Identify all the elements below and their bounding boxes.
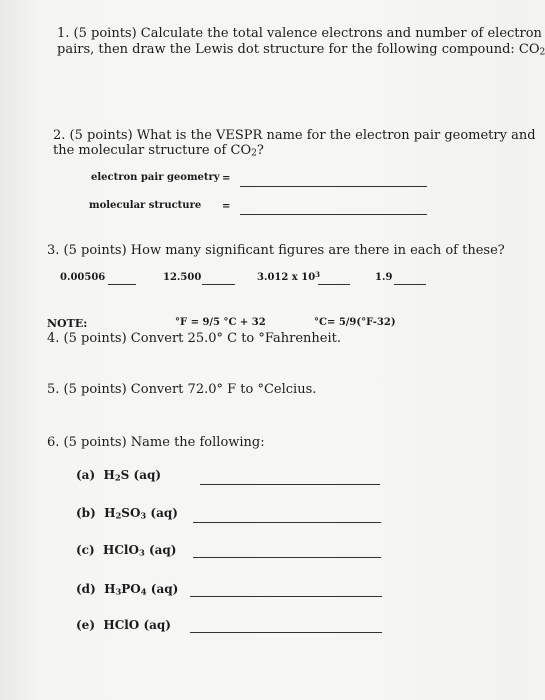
q6-b-answer-line[interactable] xyxy=(193,522,381,523)
q6-d-label: (d) xyxy=(76,582,96,596)
q6-a-formula-2: S (aq) xyxy=(120,468,162,482)
q6-e-label: (e) xyxy=(76,618,95,632)
sigfig-value-2 xyxy=(163,272,201,283)
sigfig-value-2-text: 12.500 xyxy=(163,272,202,283)
sigfig-value-3-exponent: 3 xyxy=(315,270,321,279)
q6-a-sub-1: 2 xyxy=(114,472,121,483)
molecular-structure-text: molecular structure xyxy=(89,200,202,211)
q2-line1 xyxy=(53,128,536,143)
q6-a-formula-1: H xyxy=(103,468,115,482)
q2-line1-text: 2. (5 points) What is the VESPR name for the electron pair geometry and xyxy=(53,128,536,143)
q1-line1 xyxy=(57,26,542,41)
sigfig-value-1 xyxy=(60,272,105,283)
q6-prompt xyxy=(47,435,265,450)
q6-item-b xyxy=(76,506,178,520)
formula-celsius xyxy=(314,317,396,328)
q6-c-formula-1: HClO xyxy=(103,543,139,557)
q6-e-formula-1: HClO (aq) xyxy=(103,618,171,632)
molecular-structure-label xyxy=(89,200,201,211)
sigfig-answer-line-4[interactable] xyxy=(394,284,426,285)
equals-sign-2-text: = xyxy=(222,201,231,212)
q1-line1-text: 1. (5 points) Calculate the total valence electrons and number of electron xyxy=(57,26,542,41)
q6-item-a xyxy=(76,468,161,482)
q4-prompt xyxy=(47,331,341,346)
q6-c-label: (c) xyxy=(76,543,95,557)
q1-line2-text: pairs, then draw the Lewis dot structure for the following compound: CO xyxy=(57,42,540,57)
note-label-text: NOTE: xyxy=(47,317,88,330)
note-label xyxy=(47,317,87,330)
q6-d-sub-2: 4 xyxy=(140,586,147,597)
electron-pair-geometry-text: electron pair geometry xyxy=(91,172,220,183)
q6-b-sub-1: 2 xyxy=(115,510,122,521)
formula-fahrenheit xyxy=(175,317,266,328)
q6-d-formula-3: (aq) xyxy=(146,582,179,596)
q6-c-sub-1: 3 xyxy=(138,547,145,558)
q6-b-label: (b) xyxy=(76,506,96,520)
q5-prompt xyxy=(47,382,316,397)
q1-line2 xyxy=(57,42,545,57)
q6-e-answer-line[interactable] xyxy=(190,632,382,633)
q6-d-formula-2: PO xyxy=(121,582,141,596)
sigfig-answer-line-1[interactable] xyxy=(108,284,136,285)
q1-subscript: 2 xyxy=(539,47,545,58)
formula-fahrenheit-text: °F = 9/5 °C + 32 xyxy=(175,317,266,328)
q6-item-c xyxy=(76,543,176,557)
q2-line2-text: the molecular structure of CO xyxy=(53,143,252,158)
sigfig-value-3 xyxy=(257,270,320,283)
q6-d-formula-1: H xyxy=(104,582,116,596)
sigfig-value-3-text: 3.012 x 10 xyxy=(257,271,316,283)
q6-c-answer-line[interactable] xyxy=(193,557,381,558)
q3-prompt xyxy=(47,243,505,258)
electron-pair-geometry-answer-line[interactable] xyxy=(240,186,427,187)
sigfig-value-4-text: 1.9 xyxy=(375,272,393,283)
q6-item-e xyxy=(76,618,171,632)
q6-b-sub-2: 3 xyxy=(140,510,147,521)
equals-sign-2 xyxy=(222,201,230,212)
equals-sign-1-text: = xyxy=(222,173,231,184)
q6-b-formula-1: H xyxy=(104,506,116,520)
q3-prompt-text: 3. (5 points) How many significant figures are there in each of these? xyxy=(47,243,505,258)
q2-subscript: 2 xyxy=(251,148,257,159)
q6-c-formula-2: (aq) xyxy=(144,543,177,557)
q4-prompt-text: 4. (5 points) Convert 25.0° C to °Fahrenheit. xyxy=(47,331,342,346)
q6-d-sub-1: 3 xyxy=(115,586,122,597)
sigfig-value-1-text: 0.00506 xyxy=(60,272,106,283)
q6-b-formula-3: (aq) xyxy=(146,506,178,520)
q6-a-label: (a) xyxy=(76,468,96,482)
q2-line2 xyxy=(53,143,264,158)
formula-celsius-text: °C= 5/9(°F-32) xyxy=(314,317,396,328)
q6-prompt-text: 6. (5 points) Name the following: xyxy=(47,435,265,450)
equals-sign-1 xyxy=(222,173,230,184)
q6-b-formula-2: SO xyxy=(121,506,141,520)
q5-prompt-text: 5. (5 points) Convert 72.0° F to °Celcius. xyxy=(47,382,317,397)
q6-item-d xyxy=(76,582,178,596)
electron-pair-geometry-label xyxy=(91,172,220,183)
molecular-structure-answer-line[interactable] xyxy=(240,214,427,215)
sigfig-answer-line-2[interactable] xyxy=(202,284,235,285)
q2-question-mark: ? xyxy=(256,143,264,158)
sigfig-value-4 xyxy=(375,272,392,283)
q6-a-answer-line[interactable] xyxy=(200,484,380,485)
sigfig-answer-line-3[interactable] xyxy=(318,284,350,285)
q6-d-answer-line[interactable] xyxy=(190,596,382,597)
